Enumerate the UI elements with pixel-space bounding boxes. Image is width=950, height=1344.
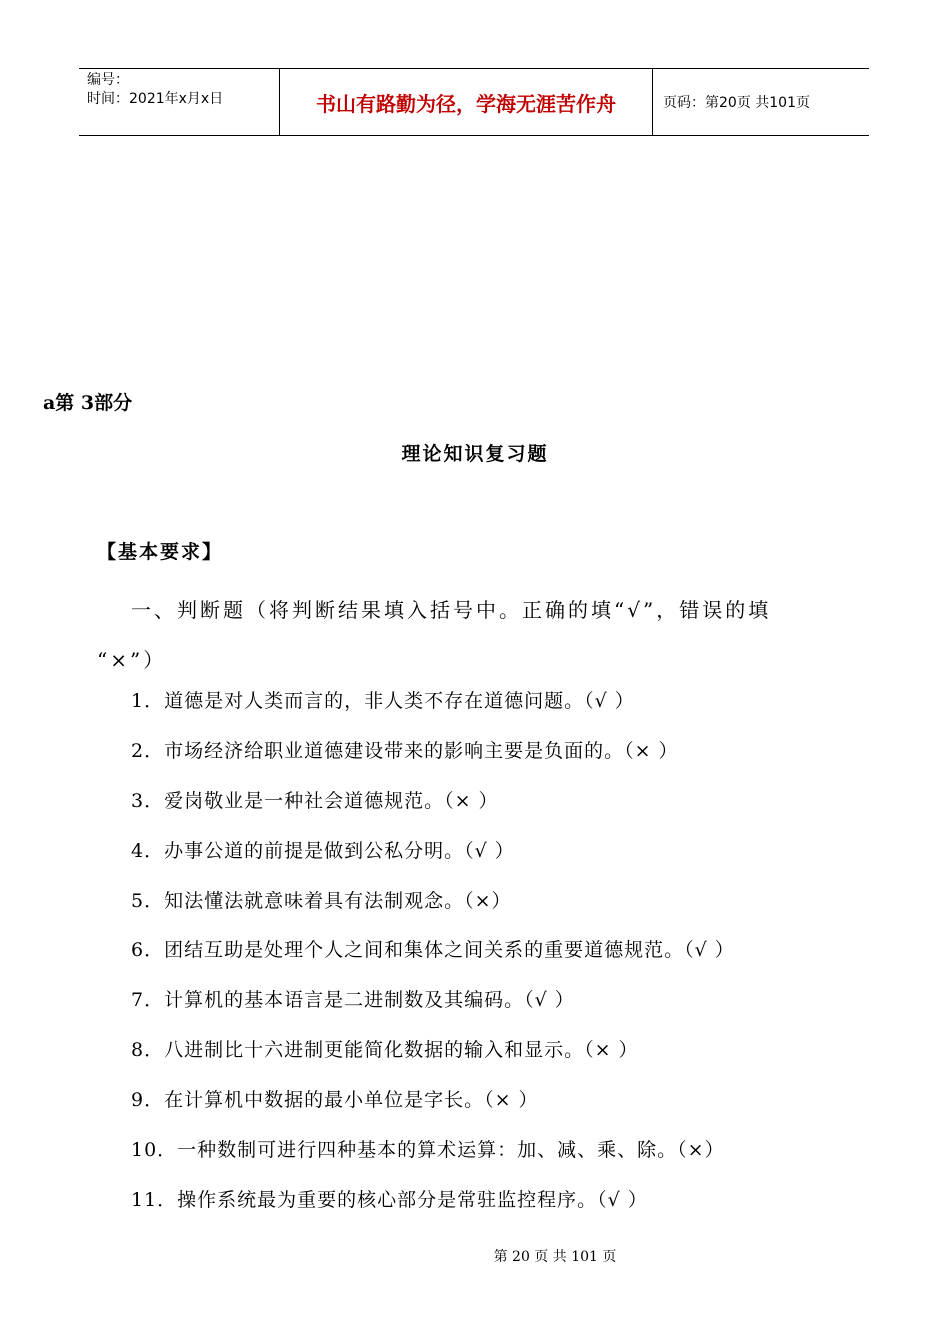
question-item: 4．办事公道的前提是做到公私分明。（√ ） xyxy=(131,840,515,862)
header-motto: 书山有路勤为径，学海无涯苦作舟 xyxy=(280,69,653,135)
header-meta xyxy=(79,69,280,135)
section-heading-line2: “×”） xyxy=(97,648,167,672)
question-item: 2．市场经济给职业道德建设带来的影响主要是负面的。（× ） xyxy=(131,740,679,762)
page-title: 理论知识复习题 xyxy=(401,443,549,465)
header-page-info: 页码：第20页 共101页 xyxy=(663,95,810,111)
time-label: 时间：2021年x月x日 xyxy=(87,91,224,107)
question-item: 10．一种数制可进行四种基本的算术运算：加、减、乘、除。（×） xyxy=(131,1139,725,1161)
section-heading-line1: 一、判断题（将判断结果填入括号中。正确的填“√”，错误的填 xyxy=(131,598,772,622)
section-heading xyxy=(97,585,867,685)
question-item: 1．道德是对人类而言的，非人类不存在道德问题。（√ ） xyxy=(131,690,635,712)
requirement-heading: 【基本要求】 xyxy=(97,541,224,563)
part-heading: a第 3部分 xyxy=(43,392,133,414)
question-item: 9．在计算机中数据的最小单位是字长。（× ） xyxy=(131,1089,539,1111)
page-footer: 第 20 页 共 101 页 xyxy=(493,1249,617,1265)
question-item: 6．团结互助是处理个人之间和集体之间关系的重要道德规范。（√ ） xyxy=(131,939,735,961)
question-item: 11．操作系统最为重要的核心部分是常驻监控程序。（√ ） xyxy=(131,1189,648,1211)
question-item: 3．爱岗敬业是一种社会道德规范。（× ） xyxy=(131,790,499,812)
question-item: 8．八进制比十六进制更能简化数据的输入和显示。（× ） xyxy=(131,1039,639,1061)
page-header xyxy=(79,68,869,136)
question-item: 5．知法懂法就意味着具有法制观念。（×） xyxy=(131,890,512,912)
number-label: 编号： xyxy=(87,72,129,88)
question-item: 7．计算机的基本语言是二进制数及其编码。（√ ） xyxy=(131,989,575,1011)
